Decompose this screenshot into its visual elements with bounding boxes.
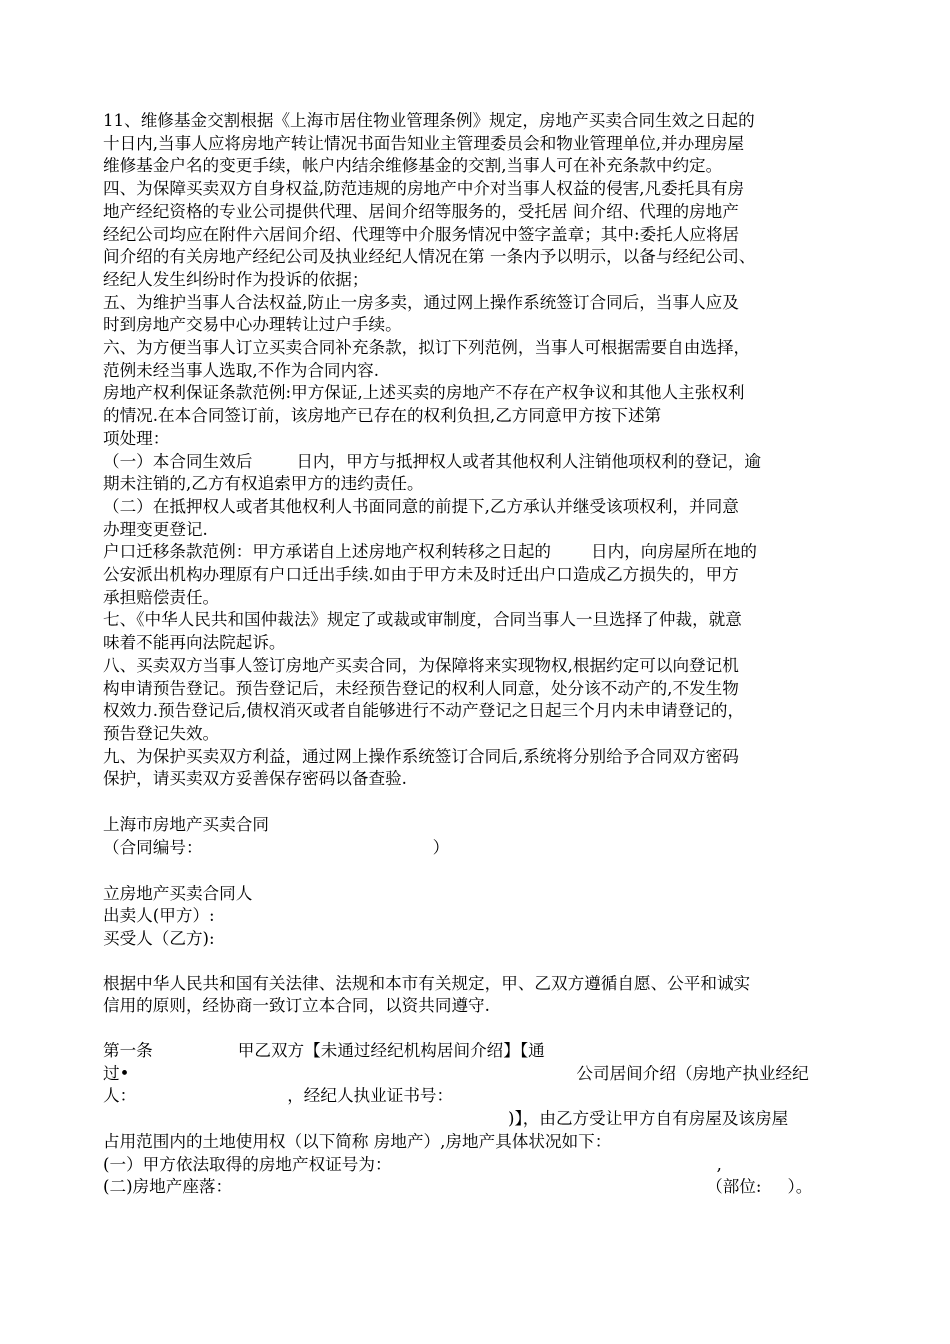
- text-line: [103, 1108, 853, 1131]
- text-line: 维修基金户名的变更手续，帐户内结余维修基金的交割,当事人可在补充条款中约定。: [103, 156, 723, 176]
- text-line: 权效力.预告登记后,债权消灭或者自能够进行不动产登记之日起三个月内未申请登记的，: [103, 701, 745, 721]
- text-line: （二）在抵押权人或者其他权利人书面同意的前提下,乙方承认并继受该项权利，并同意: [103, 496, 739, 516]
- text-line: 六、为方便当事人订立买卖合同补充条款，拟订下列范例，当事人可根据需要自由选择，: [103, 338, 751, 358]
- text-line: 范例未经当事人选取,不作为合同内容.: [103, 360, 380, 380]
- text-fragment: （合同编号：: [103, 837, 203, 857]
- text-line: 占用范围内的土地使用权（以下简称 房地产）,房地产具体状况如下：: [103, 1131, 612, 1151]
- text-line: 四、为保障买卖双方自身权益,防范违规的房地产中介对当事人权益的侵害,凡委托具有房: [103, 179, 745, 199]
- seller-line: 出卖人(甲方）:: [103, 906, 215, 926]
- text-line: 八、买卖双方当事人签订房地产买卖合同，为保障将来实现物权,根据约定可以向登记机: [103, 655, 739, 675]
- text-fragment: （一）本合同生效后: [103, 451, 253, 471]
- text-fragment: 公司居间介绍（房地产执业经纪: [576, 1063, 809, 1083]
- text-fragment: 户口迁移条款范例：甲方承诺自上述房地产权利转移之日起的: [103, 542, 552, 562]
- text-line: 间介绍的有关房地产经纪公司及执业经纪人情况在第 一条内予以明示，以备与经纪公司、: [103, 247, 756, 267]
- text-fragment: （部位:: [706, 1177, 762, 1197]
- text-fragment: 人：: [103, 1086, 137, 1106]
- text-line: 公安派出机构办理原有户口迁出手续.如由于甲方未及时迁出户口造成乙方损失的，甲方: [103, 565, 739, 585]
- text-fragment: 日内，甲方与抵押权人或者其他权利人注销他项权利的登记，逾: [296, 451, 761, 471]
- text-line: 根据中华人民共和国有关法律、法规和本市有关规定，甲、乙双方遵循自愿、公平和诚实: [103, 973, 751, 993]
- text-fragment: 过•: [103, 1063, 130, 1083]
- text-line: 经纪人发生纠纷时作为投诉的依据；: [103, 269, 369, 289]
- text-line: 五、为维护当事人合法权益,防止一房多卖，通过网上操作系统签订合同后，当事人应及: [103, 292, 739, 312]
- text-fragment: 日内，向房屋所在地的: [591, 542, 757, 562]
- article-label: 第一条: [103, 1041, 153, 1061]
- text-fragment: (一）甲方依法取得的房地产权证号为：: [103, 1154, 392, 1174]
- text-line: 预告登记失效。: [103, 723, 220, 743]
- text-fragment: ）。: [787, 1177, 813, 1197]
- text-line: [103, 451, 853, 474]
- text-line: 味着不能再向法院起诉。: [103, 633, 286, 653]
- text-line: 信用的原则，经协商一致订立本合同，以资共同遵守.: [103, 996, 490, 1016]
- text-fragment: 甲乙双方【未通过经纪机构居间介绍】【通: [237, 1041, 545, 1061]
- text-line: [103, 1063, 853, 1086]
- text-line: 项处理：: [103, 428, 170, 448]
- text-line: 的情况.在本合同签订前，该房地产已存在的权利负担,乙方同意甲方按下述第: [103, 406, 662, 426]
- text-line: 房地产权利保证条款范例:甲方保证,上述买卖的房地产不存在产权争议和其他人主张权利: [103, 383, 745, 403]
- text-fragment: )】，由乙方受让甲方自有房屋及该房屋: [508, 1109, 789, 1129]
- text-line: 保护，请买卖双方妥善保存密码以备查验.: [103, 769, 407, 789]
- text-line: [103, 1154, 853, 1177]
- contract-title: 上海市房地产买卖合同: [103, 815, 269, 835]
- buyer-line: 买受人（乙方):: [103, 928, 215, 948]
- article-one-line: [103, 1040, 853, 1063]
- contract-number-line: [103, 837, 853, 860]
- text-line: 构申请预告登记。预告登记后，未经预告登记的权利人同意，处分该不动产的,不发生物: [103, 678, 739, 698]
- text-line: 承担赔偿责任。: [103, 587, 220, 607]
- text-line: 十日内,当事人应将房地产转让情况书面告知业主管理委员会和物业管理单位,并办理房屋: [103, 133, 745, 153]
- text-fragment: ，经纪人执业证书号：: [287, 1086, 454, 1106]
- text-line: 时到房地产交易中心办理转让过户手续。: [103, 315, 402, 335]
- text-line: 经纪公司均应在附件六居间介绍、代理等中介服务情况中签字盖章；其中:委托人应将居: [103, 224, 740, 244]
- text-line: 办理变更登记.: [103, 519, 208, 539]
- document-page: [103, 110, 853, 1199]
- text-line: 11、维修基金交割根据《上海市居住物业管理条例》规定，房地产买卖合同生效之日起的: [103, 111, 755, 130]
- text-line: [103, 1176, 853, 1199]
- text-line: 地产经纪资格的专业公司提供代理、居间介绍等服务的，受托居 间介绍、代理的房地产: [103, 201, 739, 221]
- parties-heading: 立房地产买卖合同人: [103, 883, 253, 903]
- text-line: 九、为保护买卖双方利益，通过网上操作系统签订合同后,系统将分别给予合同双方密码: [103, 746, 739, 766]
- text-line: [103, 1085, 853, 1108]
- text-fragment: (二)房地产座落：: [103, 1177, 233, 1197]
- text-fragment: ,: [716, 1154, 722, 1174]
- text-line: 期未注销的,乙方有权追索甲方的违约责任。: [103, 474, 424, 494]
- text-line: 七、《中华人民共和国仲裁法》规定了或裁或审制度，合同当事人一旦选择了仲裁，就意: [103, 610, 742, 630]
- text-line: [103, 541, 853, 564]
- text-fragment: ）: [432, 837, 450, 857]
